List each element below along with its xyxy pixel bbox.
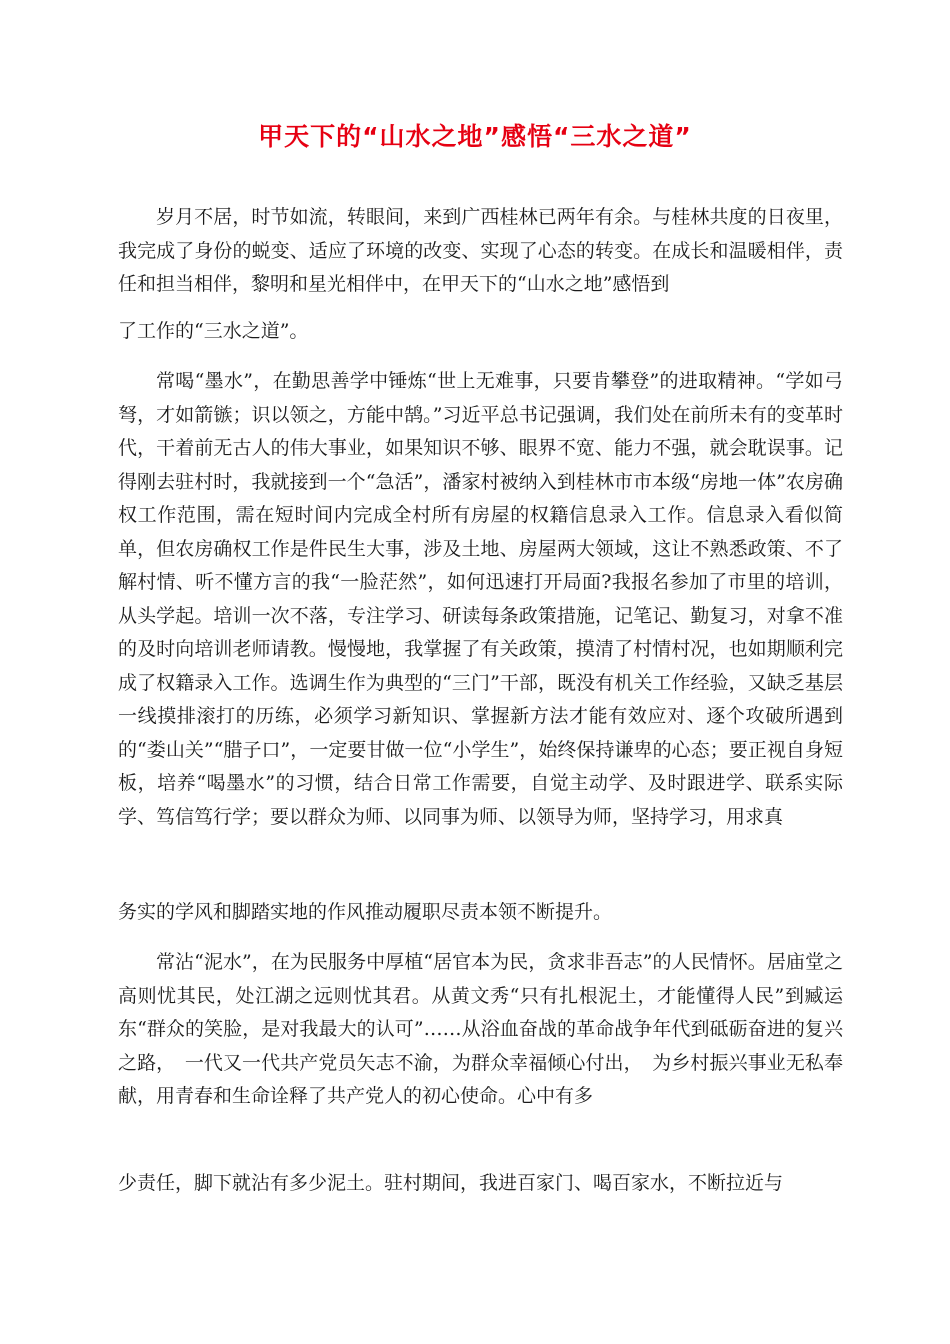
paragraph-mud-water: 常沾“泥水”，在为民服务中厚植“居官本为民，贪求非吾志”的人民情怀。居庙堂之高则忧其民，处江湖之远则忧其君。从黄文秀“只有扎根泥土，才能懂得人民”到臧运东“群众的笑脸，是对我最大的认可”……从浴血奋战的革命战争年代到砥砺奋进的复兴之路， 一代又一代共产党员矢志不渝，为群众幸福倾心付出， 为乡村振兴事业无私奉献，用青春和生命诠释了共产党人的初心使命。心中有多 bbox=[118, 951, 843, 1107]
paragraph-intro: 岁月不居，时节如流，转眼间，来到广西桂林已两年有余。与桂林共度的日夜里，我完成了身份的蜕变、适应了环境的改变、实现了心态的转变。在成长和温暖相伴，责任和担当相伴，黎明和星光相伴中，在甲天下的“山水之地”感悟到 bbox=[118, 206, 843, 295]
paragraph-ink-water: 常喝“墨水”，在勤思善学中锤炼“世上无难事，只要肯攀登”的进取精神。“学如弓弩，才如箭镞；识以领之，方能中鹄。”习近平总书记强调，我们处在前所未有的变革时代，干着前无古人的伟大事业，如果知识不够、眼界不宽、能力不强，就会耽误事。记得刚去驻村时，我就接到一个“急活”，潘家村被纳入到桂林市市本级“房地一体”农房确权工作范围，需在短时间内完成全村所有房屋的权籍信息录入工作。信息录入看似简单，但农房确权工作是件民生大事，涉及土地、房屋两大领域，这让不熟悉政策、不了解村情、听不懂方言的我“一脸茫然”，如何迅速打开局面?我报名参加了市里的培训，从头学起。培训一次不落，专注学习、研读每条政策措施，记笔记、勤复习，对拿不准的及时向培训老师请教。慢慢地，我掌握了有关政策，摸清了村情村况，也如期顺利完成了权籍录入工作。选调生作为典型的“三门”干部，既没有机关工作经验，又缺乏基层一线摸排滚打的历练，必须学习新知识、掌握新方法才能有效应对、逐个攻破所遇到的“娄山关”“腊子口”，一定要甘做一位“小学生”，始终保持谦卑的心态；要正视自身短板，培养“喝墨水”的习惯，结合日常工作需要，自觉主动学、及时跟进学、联系实际学、笃信笃行学；要以群众为师、以同事为师、以领导为师，坚持学习，用求真 bbox=[118, 370, 843, 828]
document-title: 甲天下的“山水之地”感悟“三水之道” bbox=[258, 122, 692, 151]
paragraph-mud-water-continued: 少责任，脚下就沾有多少泥土。驻村期间，我进百家门、喝百家水，不断拉近与 bbox=[118, 1172, 784, 1194]
paragraph-ink-water-continued: 务实的学风和脚踏实地的作风推动履职尽责本领不断提升。 bbox=[118, 901, 613, 923]
paragraph-intro-continued: 了工作的“三水之道”。 bbox=[118, 320, 309, 342]
